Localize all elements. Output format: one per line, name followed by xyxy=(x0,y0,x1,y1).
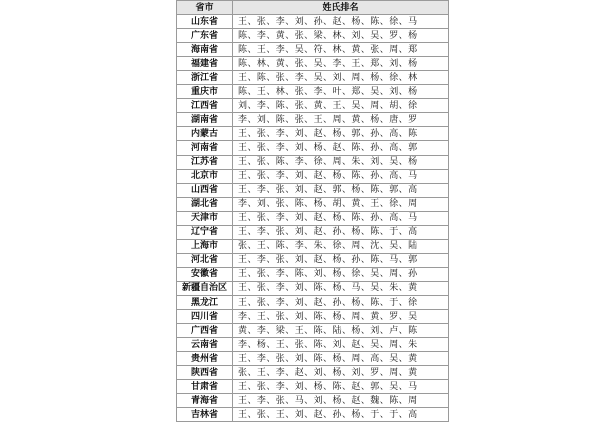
table-row xyxy=(177,99,449,113)
surname-list-cell: 陈、李、黄、张、梁、林、刘、吴、罗、杨 xyxy=(233,29,449,43)
province-cell: 重庆市 xyxy=(177,85,233,99)
province-cell: 江苏省 xyxy=(177,155,233,169)
table-row xyxy=(177,57,449,71)
surname-list-cell: 李、杨、王、张、陈、刘、赵、吴、周、朱 xyxy=(233,338,449,352)
surname-list-cell: 王、李、张、刘、赵、孙、杨、陈、于、高 xyxy=(233,225,449,239)
province-cell: 新疆自治区 xyxy=(177,281,233,295)
province-cell: 甘肃省 xyxy=(177,380,233,394)
table-row xyxy=(177,15,449,29)
table-row xyxy=(177,71,449,85)
province-cell: 天津市 xyxy=(177,211,233,225)
province-cell: 福建省 xyxy=(177,57,233,71)
province-cell: 四川省 xyxy=(177,310,233,324)
province-cell: 广东省 xyxy=(177,29,233,43)
table-row xyxy=(177,295,449,309)
province-cell: 黑龙江 xyxy=(177,295,233,309)
province-cell: 广西省 xyxy=(177,324,233,338)
province-cell: 内蒙古 xyxy=(177,127,233,141)
surname-list-cell: 王、张、李、刘、杨、陈、赵、郭、吴、马 xyxy=(233,380,449,394)
table-row xyxy=(177,29,449,43)
table-row xyxy=(177,338,449,352)
province-cell: 北京市 xyxy=(177,169,233,183)
surname-list-cell: 王、陈、张、李、吴、刘、周、杨、徐、林 xyxy=(233,71,449,85)
surname-table xyxy=(176,0,449,422)
province-cell: 贵州省 xyxy=(177,352,233,366)
table-row xyxy=(177,85,449,99)
table-row xyxy=(177,267,449,281)
surname-list-cell: 张、王、陈、李、朱、徐、周、沈、吴、陆 xyxy=(233,239,449,253)
table-row xyxy=(177,225,449,239)
province-cell: 安徽省 xyxy=(177,267,233,281)
table-row xyxy=(177,310,449,324)
surname-list-cell: 黄、李、梁、王、陈、陆、杨、刘、卢、陈 xyxy=(233,324,449,338)
province-cell: 云南省 xyxy=(177,338,233,352)
table-row xyxy=(177,169,449,183)
surname-list-cell: 王、李、张、马、刘、杨、赵、魏、陈、周 xyxy=(233,394,449,408)
table-row xyxy=(177,380,449,394)
province-cell: 湖南省 xyxy=(177,113,233,127)
province-cell: 吉林省 xyxy=(177,408,233,422)
surname-list-cell: 王、李、张、刘、赵、杨、孙、陈、马、郭 xyxy=(233,253,449,267)
table-row xyxy=(177,183,449,197)
surname-list-cell: 陈、林、黄、张、吴、李、王、郑、刘、杨 xyxy=(233,57,449,71)
surname-list-cell: 王、张、李、刘、杨、赵、陈、孙、高、郭 xyxy=(233,141,449,155)
province-cell: 上海市 xyxy=(177,239,233,253)
surname-ranking-sheet xyxy=(176,0,448,420)
province-cell: 青海省 xyxy=(177,394,233,408)
table-row xyxy=(177,394,449,408)
surname-list-cell: 陈、王、李、吴、符、林、黄、张、周、郑 xyxy=(233,43,449,57)
surname-list-cell: 王、张、陈、李、徐、周、朱、刘、吴、杨 xyxy=(233,155,449,169)
surname-list-cell: 王、李、张、刘、赵、郭、杨、陈、郭、高 xyxy=(233,183,449,197)
table-row xyxy=(177,113,449,127)
table-row xyxy=(177,127,449,141)
table-row xyxy=(177,352,449,366)
table-row xyxy=(177,141,449,155)
surname-list-cell: 陈、王、林、张、李、叶、郑、吴、刘、杨 xyxy=(233,85,449,99)
province-cell: 陕西省 xyxy=(177,366,233,380)
surname-list-cell: 王、张、李、刘、孙、赵、杨、陈、徐、马 xyxy=(233,15,449,29)
province-cell: 海南省 xyxy=(177,43,233,57)
table-row xyxy=(177,281,449,295)
surname-list-cell: 王、李、张、刘、陈、杨、周、高、吴、黄 xyxy=(233,352,449,366)
surname-list-cell: 王、张、李、刘、赵、杨、陈、孙、高、马 xyxy=(233,169,449,183)
province-cell: 辽宁省 xyxy=(177,225,233,239)
surname-list-cell: 刘、李、陈、张、黄、王、吴、周、胡、徐 xyxy=(233,99,449,113)
header-row xyxy=(177,1,449,15)
province-cell: 河北省 xyxy=(177,253,233,267)
surname-list-cell: 李、王、张、刘、陈、杨、周、黄、罗、吴 xyxy=(233,310,449,324)
surname-list-cell: 王、张、李、刘、赵、杨、郭、孙、高、陈 xyxy=(233,127,449,141)
table-row xyxy=(177,366,449,380)
table-row xyxy=(177,253,449,267)
province-cell: 河南省 xyxy=(177,141,233,155)
province-cell: 山东省 xyxy=(177,15,233,29)
surname-list-cell: 李、刘、陈、张、王、周、黄、杨、唐、罗 xyxy=(233,113,449,127)
table-row xyxy=(177,239,449,253)
surname-list-cell: 张、王、李、赵、刘、杨、刘、罗、周、黄 xyxy=(233,366,449,380)
province-cell: 江西省 xyxy=(177,99,233,113)
header-province: 省市 xyxy=(177,1,233,15)
surname-list-cell: 李、刘、张、陈、杨、胡、黄、王、徐、周 xyxy=(233,197,449,211)
table-row xyxy=(177,155,449,169)
province-cell: 浙江省 xyxy=(177,71,233,85)
surname-list-cell: 王、张、李、刘、陈、杨、马、吴、朱、黄 xyxy=(233,281,449,295)
province-cell: 山西省 xyxy=(177,183,233,197)
table-row xyxy=(177,324,449,338)
surname-list-cell: 王、张、李、刘、赵、杨、陈、孙、高、马 xyxy=(233,211,449,225)
header-surname-ranking: 姓氏排名 xyxy=(233,1,449,15)
table-row xyxy=(177,197,449,211)
table-body xyxy=(177,15,449,422)
surname-list-cell: 王、张、李、刘、赵、孙、杨、陈、于、徐 xyxy=(233,295,449,309)
table-row xyxy=(177,43,449,57)
province-cell: 湖北省 xyxy=(177,197,233,211)
surname-list-cell: 王、张、王、刘、赵、孙、杨、于、于、高 xyxy=(233,408,449,422)
table-row xyxy=(177,408,449,422)
surname-list-cell: 王、张、李、陈、刘、杨、徐、吴、周、孙 xyxy=(233,267,449,281)
table-row xyxy=(177,211,449,225)
